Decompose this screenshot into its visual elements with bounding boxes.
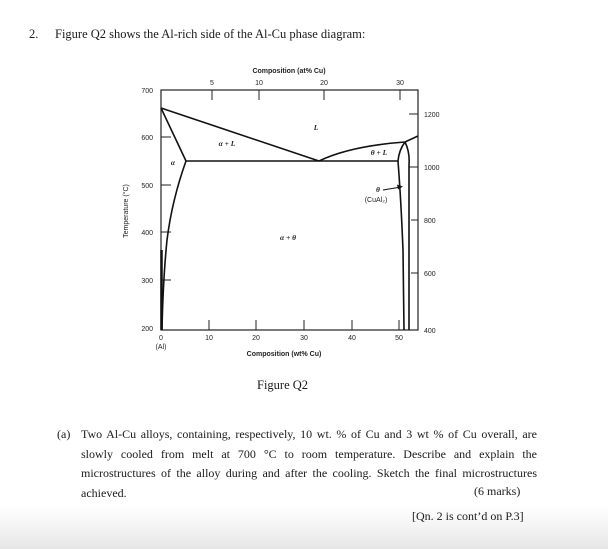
- label-cual2: (CuAl₂): [364, 197, 388, 204]
- left-tick-label: 400: [141, 230, 153, 237]
- label-theta-plus-liquid: θ + L: [370, 148, 388, 157]
- part-a-marks: (6 marks): [474, 484, 521, 498]
- continuation-note: [Qn. 2 is cont’d on P.3]: [412, 509, 524, 523]
- right-tick-label: 400: [424, 328, 436, 335]
- label-alpha-plus-theta: α + θ: [279, 233, 297, 242]
- liquidus-alpha-line: [161, 108, 319, 161]
- solvus-alpha-line: [162, 161, 186, 330]
- phase-boundaries: [161, 108, 418, 330]
- right-tick-label: 800: [424, 218, 436, 225]
- bottom-tick-label: 10: [205, 335, 213, 342]
- right-tick-label: 1000: [424, 165, 440, 172]
- left-tick-label: 300: [141, 278, 153, 285]
- bottom-tick-label: 30: [300, 335, 308, 342]
- part-a-text: Two Al-Cu alloys, containing, respectively, 10 wt. % of Cu and 3 wt % of Cu overall, are slowly cooled from melt at 700 °C to room temperature. Describe and explain the microstructures of the alloy during and after the cooling. Sketch the final microstructures achieved.: [81, 427, 537, 500]
- theta-left-boundary: [398, 142, 405, 330]
- top-tick-label: 30: [396, 80, 404, 87]
- left-tick-label: 600: [141, 135, 153, 142]
- bottom-ticks: [209, 320, 399, 330]
- label-alpha: α: [170, 158, 176, 167]
- bottom-tick-label: 0: [159, 335, 163, 342]
- question-intro: Figure Q2 shows the Al-rich side of the Al-Cu phase diagram:: [55, 27, 366, 41]
- question-number: 2.: [29, 27, 39, 41]
- left-tick-label: 200: [141, 326, 153, 333]
- plot-frame: [161, 90, 418, 330]
- part-a-label: (a): [57, 427, 71, 441]
- bottom-tick-label: 20: [252, 335, 260, 342]
- bottom-tick-label: 40: [348, 335, 356, 342]
- left-tick-label: 700: [141, 88, 153, 95]
- label-liquid: L: [313, 123, 319, 132]
- top-tick-label: 5: [210, 80, 214, 87]
- bottom-origin-label: (Al): [155, 344, 167, 351]
- right-tick-label: 600: [424, 271, 436, 278]
- top-tick-label: 20: [320, 80, 328, 87]
- label-alpha-plus-liquid: α + L: [218, 139, 236, 148]
- figure-caption: Figure Q2: [257, 378, 309, 392]
- label-theta: θ: [376, 185, 380, 194]
- top-axis-title: Composition (at% Cu): [252, 68, 326, 75]
- bottom-axis-title: Composition (wt% Cu): [246, 351, 322, 358]
- bottom-tick-label: 50: [395, 335, 403, 342]
- top-tick-label: 10: [255, 80, 263, 87]
- top-ticks: [212, 90, 400, 100]
- left-tick-label: 500: [141, 183, 153, 190]
- liquidus-theta-line: [319, 136, 418, 161]
- theta-right-boundary: [405, 142, 409, 330]
- right-tick-label: 1200: [424, 112, 440, 119]
- left-axis-title: Temperature (°C): [123, 184, 130, 238]
